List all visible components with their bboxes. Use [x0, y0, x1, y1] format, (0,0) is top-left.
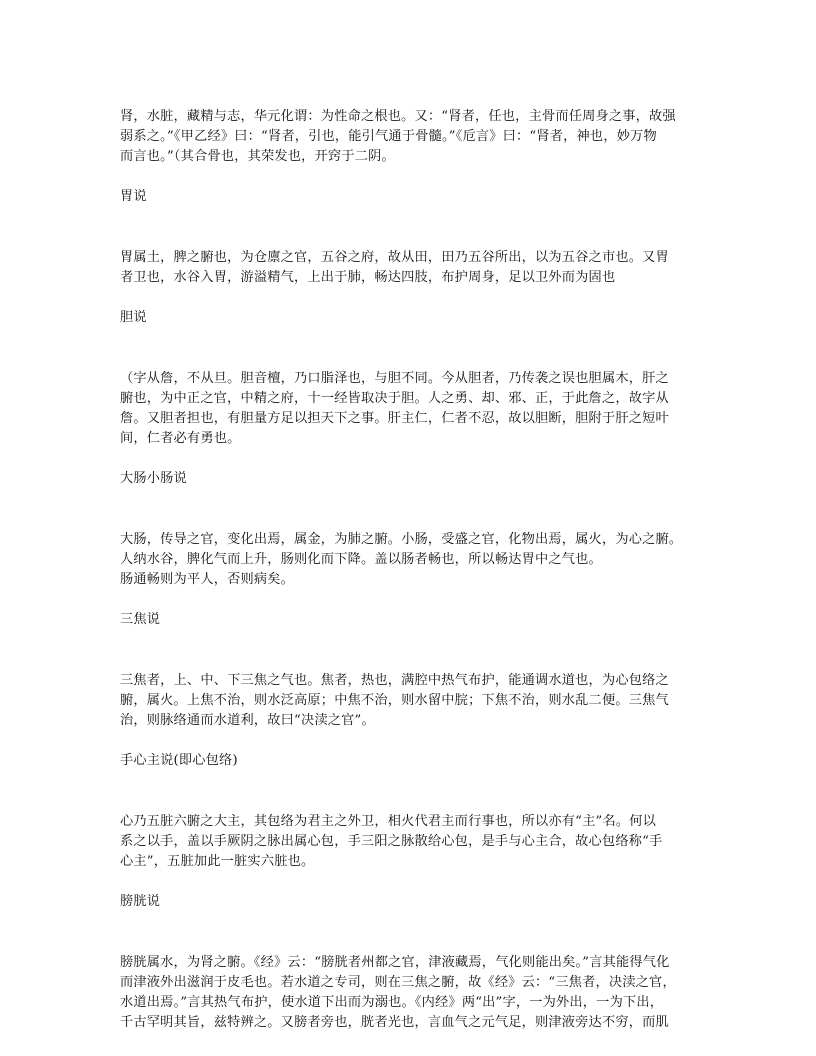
triple-burner-paragraph — [120, 671, 700, 731]
stomach-paragraph — [120, 248, 700, 288]
text-line: 而津液外出滋润于皮毛也。若水道之专司，则在三焦之腑，故《经》云：“三焦者，决渎之官， — [120, 975, 676, 990]
section-heading-bladder: 膀胱说 — [120, 894, 161, 909]
text-line: 心乃五脏六腑之大主，其包络为君主之外卫，相火代君主而行事也，所以亦有“主”名。何以 — [120, 814, 656, 829]
text-line: 肾，水脏，藏精与志，华元化谓：为性命之根也。又：“肾者，任也，主骨而任周身之事，故强 — [120, 109, 676, 124]
text-line: （字从詹，不从旦。胆音檀，乃口脂泽也，与胆不同。今从胆者，乃传袭之误也胆属木，肝之 — [120, 371, 669, 386]
text-line: 间，仁者必有勇也。 — [120, 431, 241, 446]
kidney-paragraph — [120, 107, 700, 167]
text-line: 膀胱属水，为肾之腑。《经》云：“膀胱者州都之官，津液藏焉，气化则能出矣。”言其能得气化 — [120, 955, 670, 970]
text-line: 水道出焉。”言其热气布护，使水道下出而为溺也。《内经》两“出”字，一为外出，一为下出， — [120, 995, 664, 1010]
text-line: 腑，属火。上焦不治，则水泛高原；中焦不治，则水留中脘；下焦不治，则水乱二便。三焦气 — [120, 693, 669, 708]
text-line: 腑也，为中正之官，中精之府，十一经皆取决于胆。人之勇、却、邪、正，于此詹之，故字从 — [120, 391, 669, 406]
section-heading-pericardium: 手心主说(即心包络) — [120, 753, 238, 768]
section-heading-intestines: 大肠小肠说 — [120, 471, 187, 486]
gallbladder-paragraph — [120, 369, 700, 449]
text-line: 胃属土，脾之腑也，为仓廪之官，五谷之府，故从田，田乃五谷所出，以为五谷之市也。又胃 — [120, 250, 669, 265]
bladder-paragraph — [120, 953, 700, 1033]
pericardium-paragraph — [120, 812, 700, 872]
text-line: 而言也。”（其合骨也，其荣发也，开窍于二阴。 — [120, 149, 395, 164]
text-line: 治，则脉络通而水道利，故曰“决渎之官”。 — [120, 713, 375, 728]
section-heading-triple-burner: 三焦说 — [120, 612, 161, 627]
text-line: 千古罕明其旨，兹特辨之。又膀者旁也，胱者光也，言血气之元气足，则津液旁达不穷，而肌 — [120, 1015, 669, 1030]
text-line: 詹。又胆者担也，有胆量方足以担天下之事。肝主仁，仁者不忍，故以胆断，胆附于肝之短叶 — [120, 411, 669, 426]
text-line: 肠通畅则为平人，否则病矣。 — [120, 572, 295, 587]
text-line: 者卫也，水谷入胃，游溢精气，上出于肺，畅达四肢，布护周身，足以卫外而为固也 — [120, 270, 616, 285]
text-line: 弱系之。”《甲乙经》曰：“肾者，引也，能引气通于骨髓。”《卮言》曰：“肾者，神也，妙万物 — [120, 129, 657, 144]
document-page — [120, 107, 700, 1033]
text-line: 人纳水谷，脾化气而上升，肠则化而下降。盖以肠者畅也，所以畅达胃中之气也。 — [120, 552, 602, 567]
text-line: 三焦者，上、中、下三焦之气也。焦者，热也，满腔中热气布护，能通调水道也，为心包络之 — [120, 673, 669, 688]
section-heading-gallbladder: 胆说 — [120, 310, 147, 325]
intestines-paragraph — [120, 530, 700, 590]
text-line: 大肠，传导之官，变化出焉，属金，为肺之腑。小肠，受盛之官，化物出焉，属火，为心之腑。 — [120, 532, 683, 547]
text-line: 系之以手，盖以手厥阴之脉出属心包，手三阳之脉散给心包，是手与心主合，故心包络称“手 — [120, 834, 663, 849]
text-line: 心主”，五脏加此一脏实六脏也。 — [120, 854, 315, 869]
section-heading-stomach: 胃说 — [120, 189, 147, 204]
